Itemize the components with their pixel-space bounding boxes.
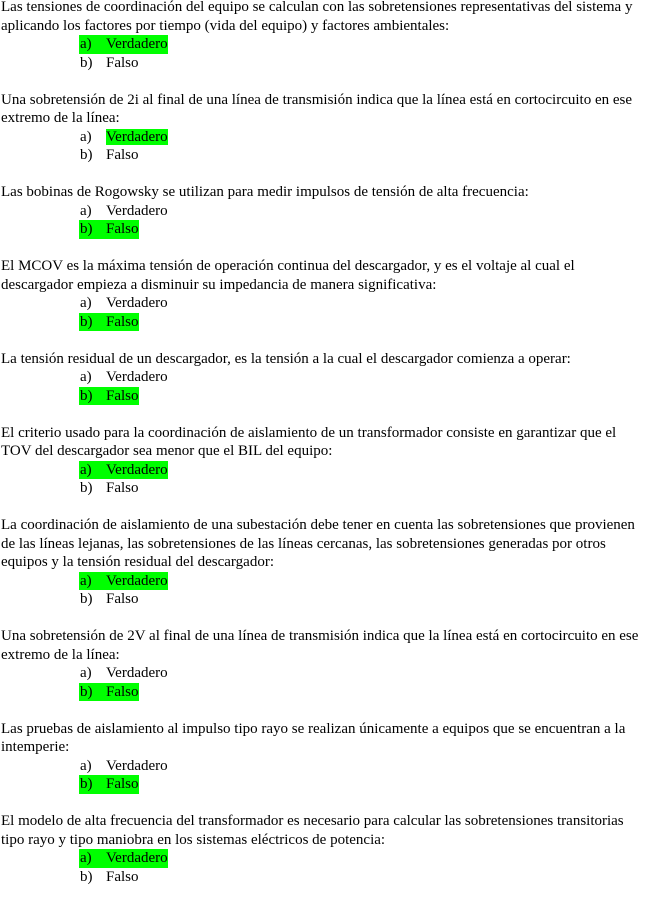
option-text: Falso: [106, 868, 139, 885]
option-content: [79, 757, 168, 776]
answer-option: [0, 368, 646, 387]
option-letter: b): [80, 221, 93, 237]
option-content: [79, 868, 139, 887]
option-letter: b): [80, 868, 93, 885]
question-block: [0, 516, 646, 609]
option-content: [79, 368, 168, 387]
question-stem: La tensión residual de un descargador, es la tensión a la cual el descargador comienza a operar:: [1, 350, 571, 367]
answer-option: [0, 202, 646, 221]
question-stem: El modelo de alta frecuencia del transformador es necesario para calcular las sobretensiones transitorias tipo rayo y tipo maniobra en los sistemas eléctricos de potencia:: [1, 813, 624, 848]
option-content: [79, 590, 139, 609]
answer-option: [0, 146, 646, 165]
option-text: Verdadero: [106, 850, 168, 866]
option-text: Verdadero: [106, 36, 168, 52]
question-block: [0, 257, 646, 331]
highlighted-answer: [79, 128, 168, 147]
option-text: Falso: [106, 313, 139, 330]
answer-option: [0, 35, 646, 54]
option-text: Verdadero: [106, 202, 168, 219]
option-text: Falso: [106, 147, 139, 163]
option-text: Verdadero: [106, 295, 168, 311]
answer-option: [0, 128, 646, 147]
option-content: [79, 202, 168, 221]
highlighted-answer: [79, 849, 168, 868]
question-stem: El MCOV es la máxima tensión de operación continua del descargador, y es el voltaje al cual el descargador empieza a disminuir su impedancia de manera significativa:: [1, 258, 575, 293]
answer-option: [0, 868, 646, 887]
option-text: Verdadero: [106, 572, 168, 589]
option-letter: a): [80, 665, 92, 681]
answer-option: [0, 757, 646, 776]
option-letter: b): [80, 683, 93, 700]
option-text: Verdadero: [106, 128, 168, 145]
option-text: Falso: [106, 221, 139, 237]
question-stem: Una sobretensión de 2V al final de una línea de transmisión indica que la línea está en cortocircuito en ese extremo de la línea:: [1, 628, 639, 663]
highlighted-answer: [79, 387, 139, 406]
option-text: Verdadero: [106, 665, 168, 681]
question-stem: El criterio usado para la coordinación de aislamiento de un transformador consiste en garantizar que el TOV del descargador sea menor que el BIL del equipo:: [1, 424, 617, 459]
highlighted-answer: [79, 775, 139, 794]
option-letter: b): [80, 147, 93, 163]
question-stem: Las bobinas de Rogowsky se utilizan para medir impulsos de tensión de alta frecuencia:: [1, 184, 529, 200]
answer-option: [0, 461, 646, 480]
highlighted-answer: [79, 572, 168, 591]
option-letter: b): [80, 54, 93, 71]
answer-option: [0, 683, 646, 702]
option-text: Falso: [106, 591, 139, 607]
option-letter: a): [80, 36, 92, 52]
highlighted-answer: [79, 461, 168, 480]
highlighted-answer: [79, 313, 139, 332]
question-block: [0, 0, 646, 72]
option-text: Verdadero: [106, 461, 168, 478]
option-letter: b): [80, 591, 93, 607]
highlighted-answer: [79, 683, 139, 702]
option-text: Verdadero: [106, 369, 168, 385]
option-text: Falso: [106, 54, 139, 71]
option-letter: a): [80, 572, 92, 589]
option-letter: a): [80, 757, 92, 774]
option-content: [79, 479, 139, 498]
option-letter: a): [80, 461, 92, 478]
option-content: [79, 664, 168, 683]
question-block: [0, 350, 646, 406]
option-letter: b): [80, 480, 93, 496]
question-block: [0, 183, 646, 239]
question-stem: Una sobretensión de 2i al final de una línea de transmisión indica que la línea está en cortocircuito en ese extremo de la línea:: [1, 91, 633, 126]
answer-option: [0, 294, 646, 313]
answer-option: [0, 387, 646, 406]
answer-option: [0, 313, 646, 332]
option-letter: a): [80, 128, 92, 145]
answer-option: [0, 479, 646, 498]
option-letter: a): [80, 295, 92, 311]
highlighted-answer: [79, 35, 168, 54]
option-text: Falso: [106, 683, 139, 700]
option-letter: b): [80, 387, 93, 404]
question-stem: Las pruebas de aislamiento al impulso tipo rayo se realizan únicamente a equipos que se encuentran a la intemperie:: [1, 720, 626, 755]
answer-option: [0, 590, 646, 609]
question-block: [0, 720, 646, 794]
question-block: [0, 627, 646, 701]
question-block: [0, 812, 646, 886]
question-block: [0, 91, 646, 165]
answer-option: [0, 664, 646, 683]
option-letter: b): [80, 313, 93, 330]
option-content: [79, 54, 139, 73]
option-letter: a): [80, 850, 92, 866]
answer-option: [0, 775, 646, 794]
option-letter: a): [80, 369, 92, 385]
option-text: Falso: [106, 387, 139, 404]
answer-option: [0, 220, 646, 239]
question-block: [0, 424, 646, 498]
option-text: Falso: [106, 480, 139, 496]
option-letter: b): [80, 776, 93, 792]
option-letter: a): [80, 202, 92, 219]
answer-option: [0, 572, 646, 591]
answer-option: [0, 54, 646, 73]
option-text: Verdadero: [106, 757, 168, 774]
option-content: [79, 294, 168, 313]
highlighted-answer: [79, 220, 139, 239]
option-content: [79, 146, 139, 165]
answer-option: [0, 849, 646, 868]
option-text: Falso: [106, 776, 139, 792]
question-stem: Las tensiones de coordinación del equipo se calculan con las sobretensiones representativas del sistema y aplicando los factores por tiempo (vida del equipo) y factores ambientales:: [1, 0, 633, 34]
question-stem: La coordinación de aislamiento de una subestación debe tener en cuenta las sobretensiones que provienen de las líneas lejanas, las sobretensiones de las líneas cercanas, las sobretensiones generadas por otros equipos y la tensión residual del descargador:: [1, 517, 635, 570]
